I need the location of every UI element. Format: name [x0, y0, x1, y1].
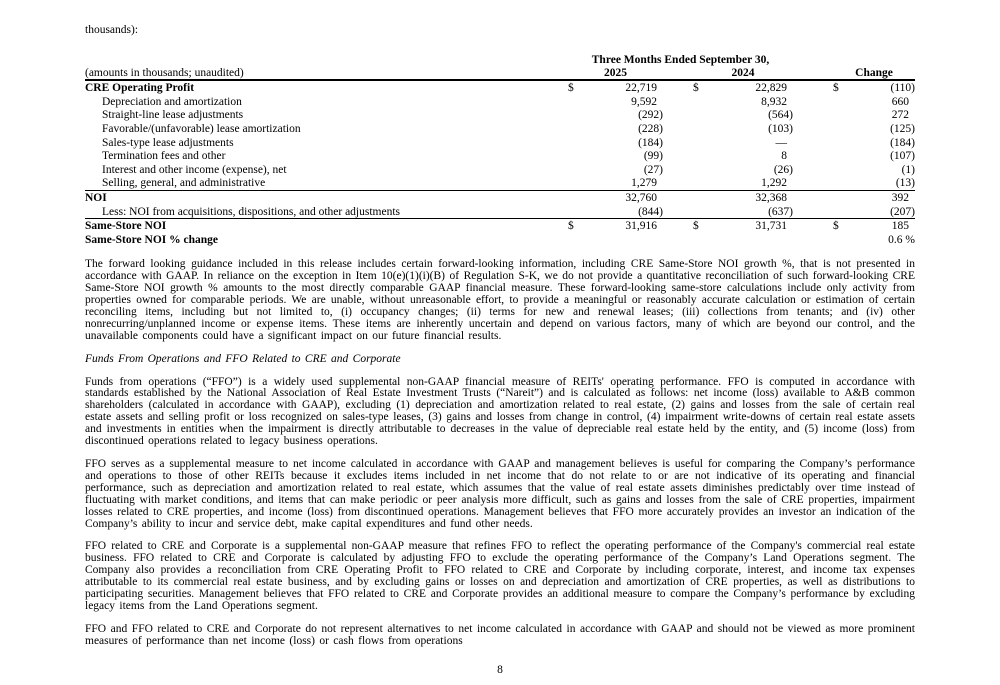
row-label: Interest and other income (expense), net — [102, 163, 287, 176]
dollar-sign — [568, 205, 590, 219]
value-change: (1) — [901, 163, 916, 176]
spacer-cell — [663, 233, 693, 247]
dollar-sign — [833, 190, 855, 204]
value-2025: (27) — [643, 163, 663, 176]
row-label: NOI — [85, 191, 107, 204]
row-label: Less: NOI from acquisitions, dispositions, and other adjustments — [85, 205, 568, 219]
dollar-sign: $ — [568, 220, 574, 233]
value-2024 — [715, 233, 793, 247]
table-row — [85, 219, 915, 233]
spacer-cell — [663, 163, 693, 177]
dollar-sign — [568, 176, 590, 190]
table-row — [85, 163, 915, 177]
spacer-cell — [793, 122, 833, 136]
row-label: Straight-line lease adjustments — [102, 109, 244, 122]
dollar-sign — [833, 95, 855, 109]
value-change: 660 — [891, 95, 910, 108]
value-2025: 22,719 — [625, 82, 657, 95]
dollar-sign — [833, 176, 855, 190]
spacer-cell — [663, 149, 693, 163]
dollar-sign — [833, 233, 855, 247]
dollar-sign — [693, 95, 715, 109]
dollar-sign — [693, 149, 715, 163]
row-label: Same-Store NOI % change — [85, 233, 218, 246]
value-2024: (26) — [773, 163, 794, 176]
dollar-sign: $ — [693, 82, 699, 95]
table-row — [85, 205, 915, 219]
column-header-2025: 2025 — [568, 67, 663, 81]
dollar-sign — [693, 205, 715, 219]
value-change: 272 — [891, 109, 910, 122]
value-change: (110) — [890, 82, 916, 95]
spacer-cell — [793, 95, 833, 109]
value-change: (125) — [890, 122, 916, 135]
table-row — [85, 176, 915, 190]
value-change: 0.6 % — [888, 233, 916, 246]
table-row — [85, 95, 915, 109]
value-change: (184) — [890, 136, 916, 149]
dollar-sign: $ — [833, 220, 839, 233]
body-text — [85, 259, 915, 647]
dollar-sign — [693, 163, 715, 177]
row-label: CRE Operating Profit — [85, 82, 195, 95]
table-row — [85, 108, 915, 122]
dollar-sign — [568, 136, 590, 150]
spacer-cell — [793, 233, 833, 247]
spacer-cell — [793, 136, 833, 150]
spacer-cell — [663, 95, 693, 109]
spacer-cell — [793, 190, 833, 204]
value-2024: 1,292 — [715, 176, 793, 190]
dollar-sign — [693, 122, 715, 136]
label-header: (amounts in thousands; unaudited) — [85, 67, 568, 81]
dollar-sign — [568, 190, 590, 204]
value-change: 185 — [891, 220, 910, 233]
spacer-cell — [663, 122, 693, 136]
spacer-cell — [663, 176, 693, 190]
value-2025 — [590, 233, 663, 247]
value-2025: (228) — [638, 122, 663, 135]
value-2025: (844) — [590, 205, 663, 219]
spacer-cell — [793, 80, 833, 95]
section-heading: Funds From Operations and FFO Related to CRE and Corporate — [85, 352, 401, 365]
value-2025: 31,916 — [625, 220, 657, 233]
spacer-cell — [793, 149, 833, 163]
value-change: 392 — [891, 191, 910, 204]
value-2024: 8 — [781, 150, 788, 163]
spacer-cell — [663, 80, 693, 95]
value-2024: — — [775, 136, 788, 149]
reconciliation-table — [85, 54, 915, 246]
column-header-change: Change — [833, 67, 915, 81]
spacer-cell — [663, 108, 693, 122]
value-change: (207) — [855, 205, 915, 219]
spacer-cell — [793, 163, 833, 177]
value-2024: (637) — [715, 205, 793, 219]
spacer-cell — [663, 219, 693, 233]
spacer-cell — [85, 54, 568, 67]
spacer-cell — [663, 190, 693, 204]
table-row — [85, 149, 915, 163]
table-row — [85, 80, 915, 95]
spacer-cell — [793, 219, 833, 233]
dollar-sign: $ — [833, 82, 839, 95]
table-row — [85, 233, 915, 247]
value-2024: (103) — [768, 122, 794, 135]
row-label: Termination fees and other — [102, 150, 226, 163]
dollar-sign — [568, 95, 590, 109]
paragraph: The forward looking guidance included in this release includes certain forward-looking information, including CRE Same-Store NOI growth %, that is not presented in accordance with GAAP. In reliance on the exception in Item 10(e)(1)(i)(B) of Regulation S-K, we do not provide a quantitative reconciliation of such forward-looking CRE Same-Store NOI growth % amounts to the most directly comparable GAAP financial measure. These forward-looking same-store calculations include only activity from properties owned for comparable periods. We are unable, without unreasonable effort, to provide a meaningful or reasonably accurate calculation or estimation of certain reconciling items, including but not limited to, (i) occupancy changes; (ii) terms for new and renewal leases; (iii) collections from tenants; and (iv) other nonrecurring/unplanned income or expense items. These items are inherently uncertain and depend on various factors, many of which are beyond our control, and the unavailable components could have a significant impact on our future financial results. — [85, 258, 915, 342]
intro-fragment: thousands): — [85, 24, 139, 36]
value-change: (107) — [890, 150, 916, 163]
value-2025: 1,279 — [590, 176, 663, 190]
row-label: Favorable/(unfavorable) lease amortization — [102, 122, 301, 135]
value-2024: (564) — [768, 109, 794, 122]
value-2024: 22,829 — [755, 82, 788, 95]
value-2025: (184) — [638, 136, 663, 149]
paragraph: Funds from operations (“FFO”) is a widely used supplemental non-GAAP financial measure of REITs' operating performance. FFO is computed in accordance with standards established by the National Association of Real Estate Investment Trusts (“Nareit”) and is calculated as follows: net income (loss) available to A&B common shareholders (calculated in accordance with GAAP), excluding (1) depreciation and amortization related to real estate, (2) gains and losses from the sale of certain real estate assets and selling profit or loss recognized on sales-type leases, (3) gains and losses from change in control, (4) impairment write-downs of certain real estate assets and investments in entities when the impairment is directly attributable to decreases in the value of depreciable real estate held by the entity, and (5) income (loss) from discontinued operations related to legacy business operations. — [85, 375, 915, 448]
value-2025: (292) — [638, 109, 663, 122]
dollar-sign — [568, 108, 590, 122]
row-label: Sales-type lease adjustments — [102, 136, 234, 149]
spacer-cell — [793, 67, 833, 81]
spacer-cell — [793, 54, 915, 67]
dollar-sign — [833, 163, 855, 177]
paragraph: FFO related to CRE and Corporate is a supplemental non-GAAP measure that refines FFO to reflect the operating performance of the Company's commercial real estate business. FFO related to CRE and Corporate is calculated by adjusting FFO to exclude the operating performance of the Company’s Land Operations segment. The Company also provides a reconciliation from CRE Operating Profit to FFO related to CRE and Corporate by including corporate, interest, and income tax expenses attributable to its commercial real estate business, and by excluding gains or losses on and depreciation and amortization of CRE properties, as well as distributions to participating securities. Management believes that FFO related to CRE and Corporate provides an additional measure to compare the Company’s performance by excluding legacy items from the Land Operations segment. — [85, 540, 915, 612]
spacer-cell — [793, 176, 833, 190]
dollar-sign — [568, 163, 590, 177]
dollar-sign — [833, 205, 855, 219]
dollar-sign — [693, 233, 715, 247]
row-label: Depreciation and amortization — [102, 95, 242, 108]
row-label: Selling, general, and administrative — [85, 176, 568, 190]
value-2024: 8,932 — [761, 95, 788, 108]
table-column-header-row — [85, 67, 915, 81]
column-header-2024: 2024 — [693, 67, 793, 81]
dollar-sign: $ — [693, 220, 699, 233]
dollar-sign: $ — [568, 82, 574, 95]
page-number: 8 — [497, 664, 503, 676]
spacer-cell — [663, 205, 693, 219]
dollar-sign — [693, 108, 715, 122]
paragraph: FFO and FFO related to CRE and Corporate do not represent alternatives to net income calculated in accordance with GAAP and should not be viewed as more prominent measures of performance than net income (loss) or cash flows from operations — [85, 622, 915, 647]
dollar-sign — [693, 190, 715, 204]
spacer-cell — [663, 136, 693, 150]
dollar-sign — [833, 122, 855, 136]
dollar-sign — [833, 136, 855, 150]
table-row — [85, 136, 915, 150]
spacer-cell — [663, 67, 693, 81]
value-2025: 9,592 — [631, 95, 657, 108]
spacer-cell — [793, 205, 833, 219]
table-row — [85, 190, 915, 204]
dollar-sign — [568, 233, 590, 247]
value-2025: (99) — [643, 150, 663, 163]
dollar-sign — [568, 149, 590, 163]
table-row — [85, 122, 915, 136]
value-change: (13) — [855, 176, 915, 190]
dollar-sign — [693, 136, 715, 150]
dollar-sign — [833, 149, 855, 163]
spacer-cell — [793, 108, 833, 122]
value-2025: 32,760 — [625, 191, 657, 204]
dollar-sign — [693, 176, 715, 190]
dollar-sign — [833, 108, 855, 122]
dollar-sign — [568, 122, 590, 136]
row-label: Same-Store NOI — [85, 220, 167, 233]
value-2024: 32,368 — [755, 191, 788, 204]
table-group-header-row — [85, 54, 915, 67]
paragraph: FFO serves as a supplemental measure to net income calculated in accordance with GAAP and management believes is useful for comparing the Company’s performance and operations to those of other REITs because it excludes items included in net income that do not relate to or are not indicative of its operating and financial performance, such as depreciation and amortization related to real estate, which assumes that the value of real estate assets diminishes predictably over time instead of fluctuating with market conditions, and items that can make periodic or peer analysis more difficult, such as gains and losses from the sale of CRE properties, impairment losses related to CRE properties, and income (loss) from discontinued operations. Management believes that FFO more accurately provides an investor an indication of the Company’s ability to incur and service debt, make capital expenditures and fund other needs. — [85, 458, 915, 530]
value-2024: 31,731 — [755, 220, 788, 233]
group-header: Three Months Ended September 30, — [591, 54, 770, 66]
